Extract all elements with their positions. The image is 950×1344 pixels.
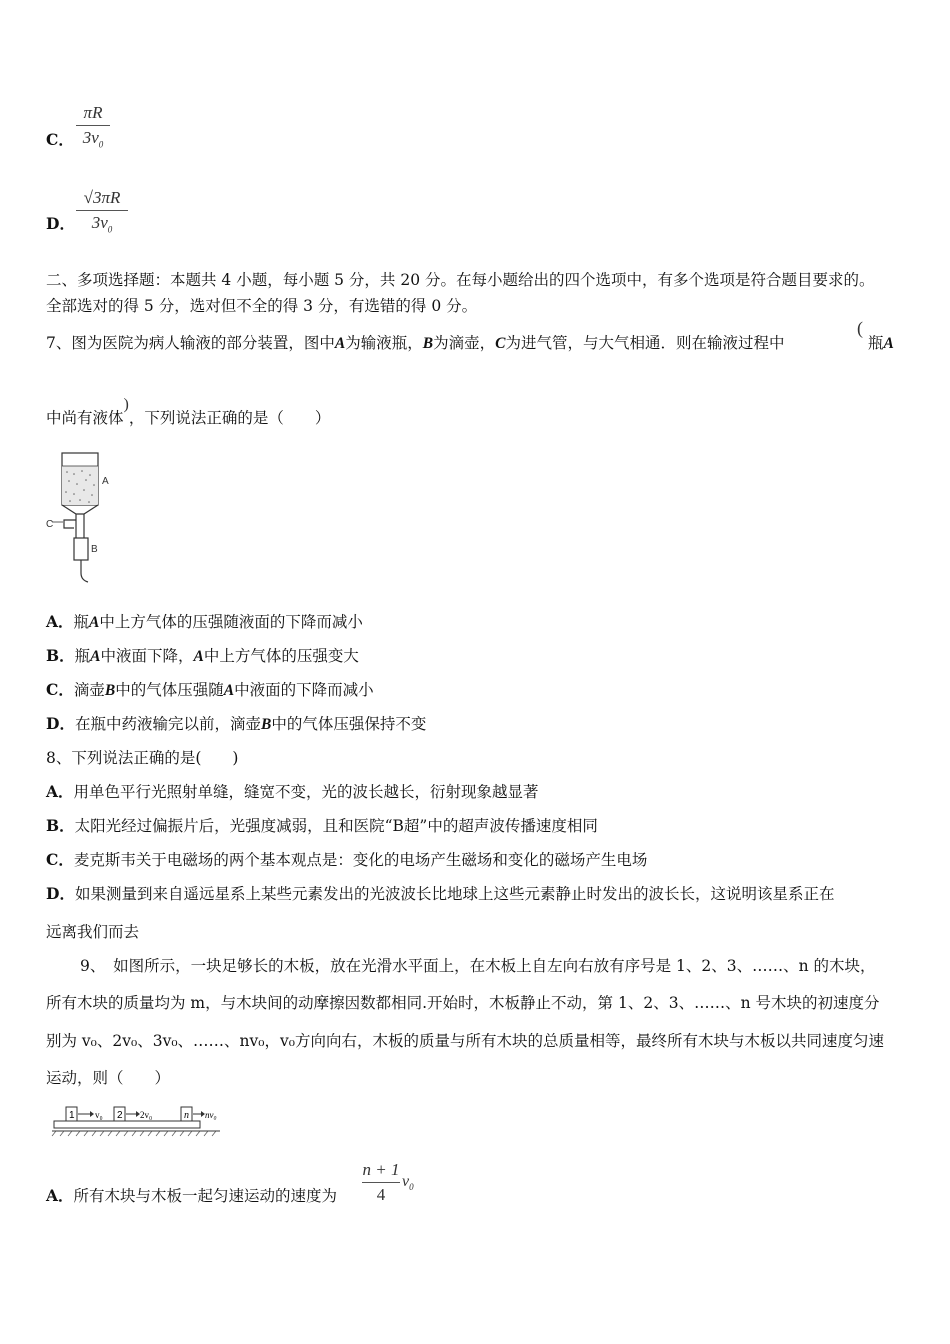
option-d-label: D．	[46, 214, 75, 233]
fig-label-c: C	[46, 519, 54, 530]
q9-option-a: A．所有木块与木板一起匀速运动的速度为	[46, 1186, 338, 1205]
option-c-denominator: $3v_0$	[82, 128, 104, 150]
q8-option-d-cont: 远离我们而去	[46, 923, 140, 941]
fig-label-b: B	[91, 544, 98, 555]
fig-vel-n: nv₀	[205, 1110, 217, 1120]
q7-stem-line1: 7、图为医院为病人输液的部分装置，图中A为输液瓶，B为滴壶，C为进气管，与大气相通．则在输液过程中	[46, 334, 785, 352]
q7-stem-line2: 中尚有液体)，下列说法正确的是（ ）	[46, 396, 331, 427]
q7-paren-open: (	[857, 318, 863, 338]
section2-line2: 全部选对的得 5 分，选对但不全的得 3 分，有选错的得 0 分。	[46, 297, 478, 315]
fig-vel-2: 2v₀	[140, 1110, 153, 1120]
fig-block-n: n	[184, 1110, 189, 1121]
q9-option-a-denominator: 4	[376, 1185, 386, 1204]
q9-option-a-fraction	[362, 1160, 400, 1205]
q8-option-c: C．麦克斯韦关于电磁场的两个基本观点是：变化的电场产生磁场和变化的磁场产生电场	[46, 850, 648, 869]
option-c-label: C．	[46, 130, 74, 149]
fig-block-1: 1	[69, 1110, 75, 1121]
q9-line2: 所有木块的质量均为 m，与木块间的动摩擦因数都相同.开始时，木板静止不动，第 1、2、3、……、n 号木块的初速度分	[46, 994, 880, 1012]
q8-stem: 8、下列说法正确的是( )	[46, 749, 239, 767]
q8-option-d: D．如果测量到来自遥远星系上某些元素发出的光波波长比地球上这些元素静止时发出的波长长，这说明该星系正在	[46, 884, 835, 903]
fig-label-a: A	[102, 476, 109, 487]
q9-line3: 别为 v₀、2v₀、3v₀、……、nv₀，v₀方向向右，木板的质量与所有木块的总质量相等，最终所有木块与木板以共同速度匀速	[46, 1032, 884, 1050]
q9-line4: 运动，则（ ）	[46, 1069, 171, 1087]
option-c-fraction	[76, 103, 110, 154]
option-d-numerator: √3πR	[83, 188, 121, 207]
option-d-denominator: $3v_0$	[91, 213, 113, 235]
q8-option-a: A．用单色平行光照射单缝，缝宽不变，光的波长越长，衍射现象越显著	[46, 782, 539, 801]
q7-option-a: A．瓶A中上方气体的压强随液面的下降而减小	[46, 612, 363, 631]
q9-option-a-v0: $v_0$	[402, 1173, 414, 1193]
q7-stem-line1-end: 瓶A	[868, 334, 894, 352]
q7-option-c: C．滴壶B中的气体压强随A中液面的下降而减小	[46, 680, 374, 699]
section2-line1: 二、多项选择题：本题共 4 小题，每小题 5 分，共 20 分。在每小题给出的四个选项中，有多个选项是符合题目要求的。	[46, 271, 875, 289]
q7-option-d: D．在瓶中药液输完以前，滴壶B中的气体压强保持不变	[46, 714, 427, 733]
iv-drip-figure	[44, 448, 124, 588]
q9-option-a-numerator: n + 1	[362, 1160, 400, 1179]
fig-block-2: 2	[117, 1110, 123, 1121]
q8-option-b: B．太阳光经过偏振片后，光强度减弱，且和医院“B超”中的超声波传播速度相同	[46, 816, 598, 835]
blocks-board-figure	[50, 1103, 230, 1139]
option-c-numerator: πR	[83, 103, 103, 122]
option-d-fraction	[76, 188, 128, 239]
q9-line1: 9、 如图所示，一块足够长的木板，放在光滑水平面上，在木板上自左向右放有序号是 1、2、3、……、n 的木块，	[80, 957, 876, 975]
q7-option-b: B．瓶A中液面下降，A中上方气体的压强变大	[46, 646, 359, 665]
fig-vel-1: v₀	[95, 1110, 103, 1120]
